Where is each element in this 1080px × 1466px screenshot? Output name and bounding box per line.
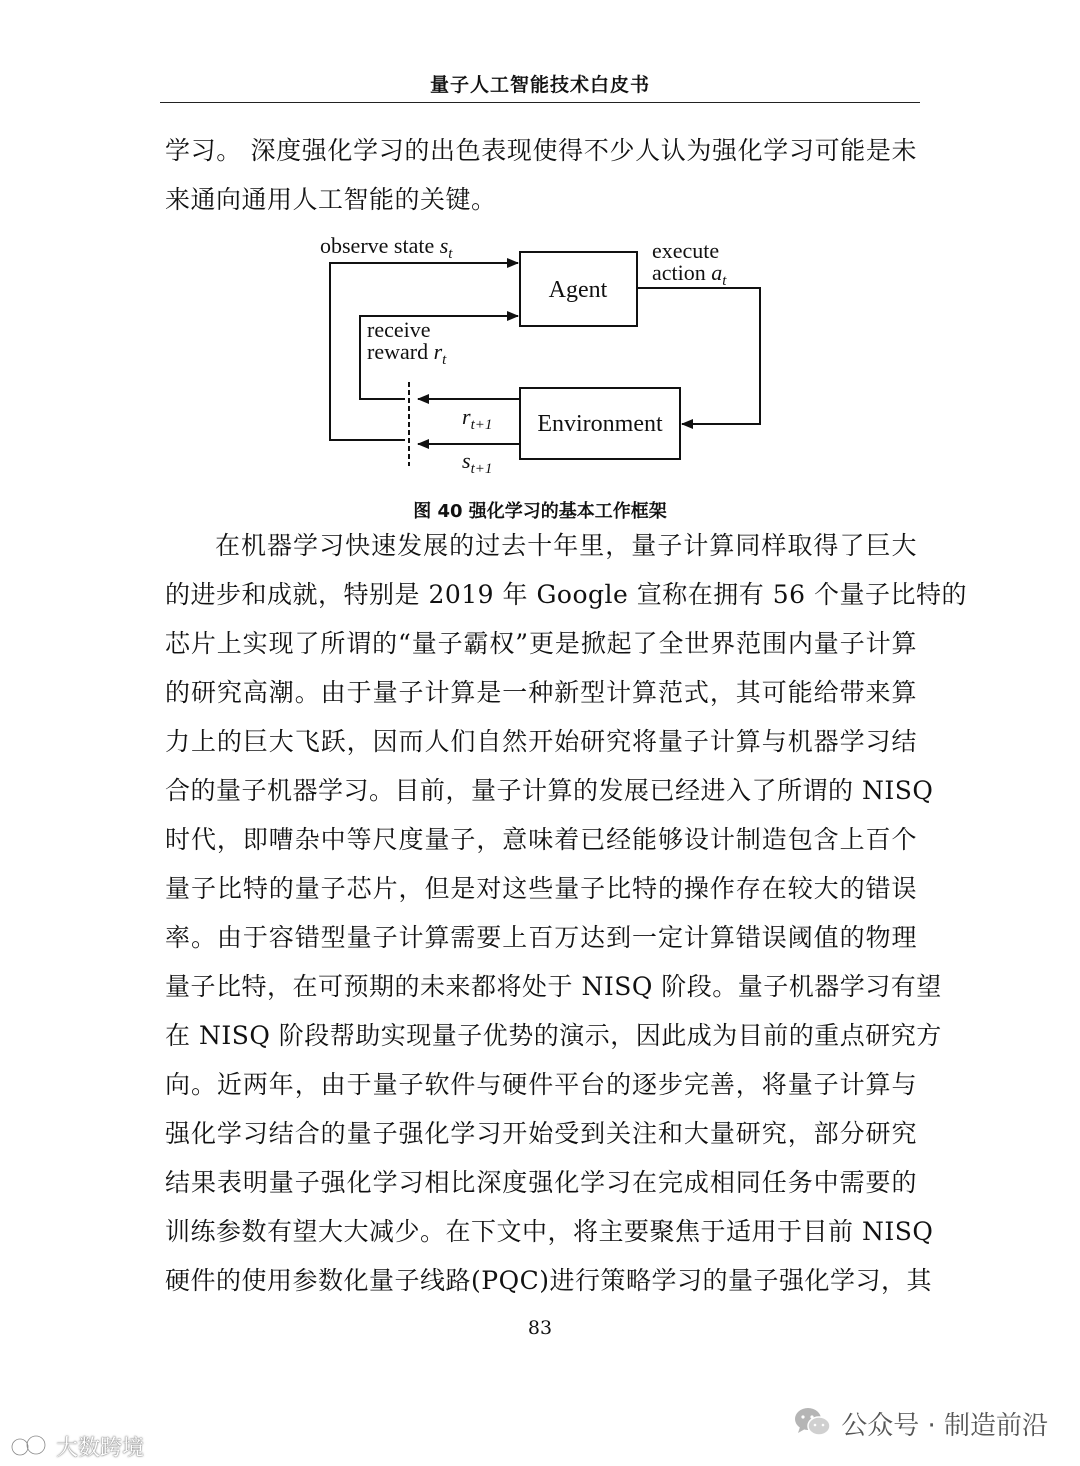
execute-action-arrow xyxy=(637,288,760,424)
text-line: 在 NISQ 阶段帮助实现量子优势的演示，因此成为目前的重点研究方 xyxy=(165,1021,942,1050)
wechat-watermark xyxy=(793,1402,1048,1444)
text-line: 量子比特的量子芯片，但是对这些量子比特的操作存在较大的错误 xyxy=(165,874,917,903)
text-line: 向。近两年，由于量子软件与硬件平台的逐步完善，将量子计算与 xyxy=(165,1070,917,1099)
agent-label: Agent xyxy=(548,277,608,303)
text-line: 强化学习结合的量子强化学习开始受到关注和大量研究，部分研究 xyxy=(165,1119,917,1148)
corner-watermark xyxy=(10,1428,144,1464)
text-line: 硬件的使用参数化量子线路(PQC)进行策略学习的量子强化学习，其 xyxy=(165,1266,932,1295)
receive-label: receive xyxy=(367,317,431,342)
r-next-label: $r_{t+1}$ xyxy=(462,404,493,433)
text-line: 的进步和成就，特别是 2019 年 Google 宣称在拥有 56 个量子比特的 xyxy=(165,580,967,609)
watermark-text: 公众号 · 制造前沿 xyxy=(841,1410,1048,1441)
text-line: 来通向通用人工智能的关键。 xyxy=(165,185,497,214)
s-next-label: $s_{t+1}$ xyxy=(462,448,493,477)
text-line: 结果表明量子强化学习相比深度强化学习在完成相同任务中需要的 xyxy=(165,1168,917,1197)
execute-label: execute xyxy=(652,238,720,263)
corner-watermark-text: 大数跨境 xyxy=(56,1435,145,1461)
header-rule xyxy=(160,102,920,103)
main-paragraph xyxy=(165,521,967,1305)
figure-caption: 图 40 强化学习的基本工作框架 xyxy=(413,501,667,522)
text-line: 芯片上实现了所谓的“量子霸权”更是掀起了全世界范围内量子计算 xyxy=(165,629,917,658)
reward-label: reward $r_t$ xyxy=(367,339,447,368)
text-line: 合的量子机器学习。目前，量子计算的发展已经进入了所谓的 NISQ xyxy=(165,776,934,805)
wechat-icon xyxy=(793,1406,833,1440)
text-line: 的研究高潮。由于量子计算是一种新型计算范式，其可能给带来算 xyxy=(165,678,917,707)
environment-label: Environment xyxy=(537,411,663,437)
text-line: 率。由于容错型量子计算需要上百万达到一定计算错误阈值的物理 xyxy=(165,923,917,952)
text-line: 时代，即嘈杂中等尺度量子，意味着已经能够设计制造包含上百个 xyxy=(165,825,917,854)
observe-state-label: observe state $s_t$ xyxy=(320,233,453,262)
running-header: 量子人工智能技术白皮书 xyxy=(429,74,650,96)
text-line: 在机器学习快速发展的过去十年里，量子计算同样取得了巨大 xyxy=(215,531,917,560)
text-line: 量子比特，在可预期的未来都将处于 NISQ 阶段。量子机器学习有望 xyxy=(165,972,942,1001)
text-line: 力上的巨大飞跃，因而人们自然开始研究将量子计算与机器学习结 xyxy=(165,727,917,756)
text-line: 训练参数有望大大减少。在下文中，将主要聚焦于适用于目前 NISQ xyxy=(165,1217,934,1246)
rl-framework-diagram xyxy=(0,220,1080,490)
text-line: 学习。 深度强化学习的出色表现使得不少人认为强化学习可能是未 xyxy=(165,136,917,165)
brand-logo-icon xyxy=(10,1433,50,1459)
page-number: 83 xyxy=(527,1317,553,1339)
action-label: action $a_t$ xyxy=(652,260,727,289)
intro-text xyxy=(165,126,917,224)
